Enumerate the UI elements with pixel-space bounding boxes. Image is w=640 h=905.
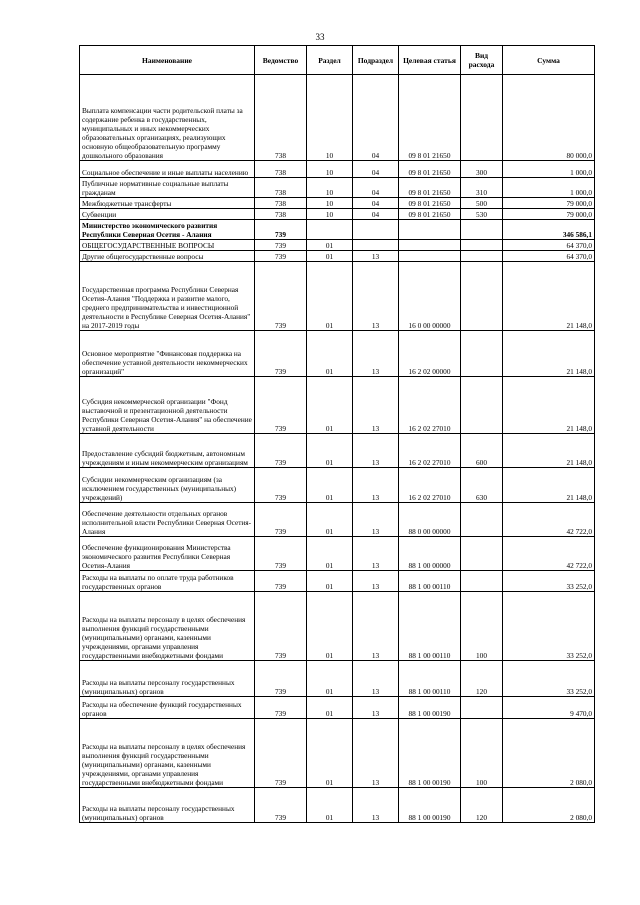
row-summa: 33 252,0 xyxy=(503,592,595,661)
row-celevaya xyxy=(399,251,461,262)
table-row xyxy=(80,719,595,788)
row-podrazdel: 04 xyxy=(353,75,399,161)
row-summa: 346 586,1 xyxy=(503,220,595,240)
row-name: Социальное обеспечение и иные выплаты населению xyxy=(80,161,255,178)
row-summa: 9 470,0 xyxy=(503,697,595,719)
table-row xyxy=(80,571,595,592)
row-vid xyxy=(461,220,503,240)
row-podrazdel: 13 xyxy=(353,262,399,331)
row-razdel: 01 xyxy=(307,537,353,571)
table-row xyxy=(80,209,595,220)
header-vedomstvo: Ведомство xyxy=(255,46,307,75)
row-vid: 120 xyxy=(461,661,503,697)
table-header-row xyxy=(80,46,595,75)
row-name: Субсидия некоммерческой организации "Фонд выставочной и презентационной деятельности Республики Северная Осетия-Алания" на обеспечение уставной деятельности xyxy=(80,377,255,434)
row-celevaya: 16 2 02 00000 xyxy=(399,331,461,377)
table-row xyxy=(80,434,595,468)
row-vid xyxy=(461,331,503,377)
row-vid xyxy=(461,262,503,331)
row-razdel: 01 xyxy=(307,503,353,537)
table-row xyxy=(80,788,595,823)
row-podrazdel: 04 xyxy=(353,178,399,198)
row-vedomstvo: 739 xyxy=(255,788,307,823)
table-row xyxy=(80,503,595,537)
row-name: Другие общегосударственные вопросы xyxy=(80,251,255,262)
row-razdel: 01 xyxy=(307,661,353,697)
row-vid: 300 xyxy=(461,161,503,178)
row-vid xyxy=(461,537,503,571)
row-vedomstvo: 739 xyxy=(255,220,307,240)
row-name: Расходы на выплаты персоналу государственных (муниципальных) органов xyxy=(80,661,255,697)
row-celevaya: 09 8 01 21650 xyxy=(399,198,461,209)
budget-table xyxy=(79,45,595,823)
row-vedomstvo: 739 xyxy=(255,434,307,468)
row-celevaya: 88 1 00 00110 xyxy=(399,571,461,592)
row-podrazdel: 13 xyxy=(353,503,399,537)
row-name: Межбюджетные трансферты xyxy=(80,198,255,209)
row-vedomstvo: 739 xyxy=(255,251,307,262)
table-row xyxy=(80,377,595,434)
row-vid: 120 xyxy=(461,788,503,823)
row-vid xyxy=(461,697,503,719)
row-name: Государственная программа Республики Северная Осетия-Алания "Поддержка и развитие малого, среднего предпринимательства и инвестиционной деятельности в Республике Северная Осетия-Алания" на 2017-2019 годы xyxy=(80,262,255,331)
row-name: Субсидии некоммерческим организациям (за исключением государственных (муниципальных) учреждений) xyxy=(80,468,255,503)
row-vedomstvo: 738 xyxy=(255,198,307,209)
row-celevaya: 09 8 01 21650 xyxy=(399,75,461,161)
row-celevaya xyxy=(399,220,461,240)
row-summa: 33 252,0 xyxy=(503,661,595,697)
row-celevaya: 88 1 00 00110 xyxy=(399,592,461,661)
row-razdel: 10 xyxy=(307,178,353,198)
row-razdel: 01 xyxy=(307,434,353,468)
row-vid: 530 xyxy=(461,209,503,220)
table-row xyxy=(80,537,595,571)
row-podrazdel: 13 xyxy=(353,331,399,377)
row-podrazdel: 13 xyxy=(353,788,399,823)
row-name: Расходы на обеспечение функций государственных органов xyxy=(80,697,255,719)
row-celevaya: 88 1 00 00110 xyxy=(399,661,461,697)
row-summa: 21 148,0 xyxy=(503,434,595,468)
row-name: Расходы на выплаты персоналу государственных (муниципальных) органов xyxy=(80,788,255,823)
row-name: Основное мероприятие "Финансовая поддержка на обеспечение уставной деятельности некоммерческих организаций" xyxy=(80,331,255,377)
row-name: Расходы на выплаты персоналу в целях обеспечения выполнения функций государственными (муниципальными) органами, казенными учреждениями, органами управления государственными внебюджетными фондами xyxy=(80,719,255,788)
row-vid xyxy=(461,503,503,537)
table-row xyxy=(80,592,595,661)
row-podrazdel: 13 xyxy=(353,661,399,697)
row-podrazdel: 13 xyxy=(353,434,399,468)
row-razdel: 01 xyxy=(307,262,353,331)
row-razdel: 01 xyxy=(307,377,353,434)
row-celevaya: 16 2 02 27010 xyxy=(399,468,461,503)
row-vedomstvo: 739 xyxy=(255,537,307,571)
row-name: Расходы на выплаты по оплате труда работников государственных органов xyxy=(80,571,255,592)
row-summa: 21 148,0 xyxy=(503,468,595,503)
row-razdel: 10 xyxy=(307,161,353,178)
row-celevaya: 88 1 00 00190 xyxy=(399,697,461,719)
page-number: 33 xyxy=(315,32,325,42)
row-vedomstvo: 739 xyxy=(255,262,307,331)
row-vedomstvo: 739 xyxy=(255,697,307,719)
row-celevaya: 16 0 00 00000 xyxy=(399,262,461,331)
row-celevaya: 88 1 00 00190 xyxy=(399,719,461,788)
row-summa: 79 000,0 xyxy=(503,198,595,209)
row-podrazdel: 13 xyxy=(353,537,399,571)
row-razdel: 01 xyxy=(307,788,353,823)
row-razdel: 01 xyxy=(307,468,353,503)
row-vedomstvo: 738 xyxy=(255,209,307,220)
row-podrazdel: 13 xyxy=(353,571,399,592)
row-vid xyxy=(461,251,503,262)
row-vedomstvo: 739 xyxy=(255,331,307,377)
row-celevaya: 88 1 00 00190 xyxy=(399,788,461,823)
table-body xyxy=(80,75,595,823)
row-name: Обеспечение функционирования Министерства экономического развития Республики Северная Осетия-Алания xyxy=(80,537,255,571)
row-summa: 1 000,0 xyxy=(503,178,595,198)
row-vedomstvo: 738 xyxy=(255,161,307,178)
row-summa: 42 722,0 xyxy=(503,503,595,537)
row-razdel: 01 xyxy=(307,571,353,592)
row-vid: 500 xyxy=(461,198,503,209)
row-summa: 80 000,0 xyxy=(503,75,595,161)
row-vedomstvo: 739 xyxy=(255,592,307,661)
row-summa: 64 370,0 xyxy=(503,240,595,251)
header-celevaya: Целевая статья xyxy=(399,46,461,75)
row-vid xyxy=(461,377,503,434)
row-name: Выплата компенсации части родительской платы за содержание ребенка в государственных, муниципальных и иных некоммерческих образовательных организациях, реализующих основную общеобразовательную программу дошкольного образования xyxy=(80,75,255,161)
row-razdel: 01 xyxy=(307,719,353,788)
table-row xyxy=(80,661,595,697)
row-summa: 64 370,0 xyxy=(503,251,595,262)
row-name: Министерство экономического развития Республики Северная Осетия - Алания xyxy=(80,220,255,240)
row-razdel: 10 xyxy=(307,198,353,209)
row-podrazdel xyxy=(353,240,399,251)
row-celevaya xyxy=(399,240,461,251)
table-row xyxy=(80,697,595,719)
row-summa: 2 080,0 xyxy=(503,719,595,788)
row-vedomstvo: 739 xyxy=(255,661,307,697)
table-row xyxy=(80,198,595,209)
row-vedomstvo: 739 xyxy=(255,571,307,592)
row-podrazdel: 13 xyxy=(353,592,399,661)
table-row xyxy=(80,468,595,503)
row-celevaya: 16 2 02 27010 xyxy=(399,434,461,468)
row-celevaya: 88 0 00 00000 xyxy=(399,503,461,537)
row-podrazdel: 13 xyxy=(353,377,399,434)
row-name: ОБЩЕГОСУДАРСТВЕННЫЕ ВОПРОСЫ xyxy=(80,240,255,251)
row-vid: 630 xyxy=(461,468,503,503)
row-vedomstvo: 739 xyxy=(255,377,307,434)
table-row xyxy=(80,75,595,161)
row-name: Расходы на выплаты персоналу в целях обеспечения выполнения функций государственными (муниципальными) органами, казенными учреждениями, органами управления государственными внебюджетными фондами xyxy=(80,592,255,661)
row-vid xyxy=(461,571,503,592)
row-razdel: 01 xyxy=(307,240,353,251)
row-vedomstvo: 738 xyxy=(255,75,307,161)
table-row xyxy=(80,240,595,251)
row-summa: 33 252,0 xyxy=(503,571,595,592)
row-celevaya: 09 8 01 21650 xyxy=(399,209,461,220)
row-vid: 600 xyxy=(461,434,503,468)
row-vedomstvo: 739 xyxy=(255,719,307,788)
row-vedomstvo: 739 xyxy=(255,503,307,537)
row-razdel: 10 xyxy=(307,75,353,161)
table-row xyxy=(80,262,595,331)
row-vedomstvo: 738 xyxy=(255,178,307,198)
row-celevaya: 09 8 01 21650 xyxy=(399,161,461,178)
row-summa: 21 148,0 xyxy=(503,262,595,331)
row-razdel: 01 xyxy=(307,592,353,661)
row-vid xyxy=(461,75,503,161)
row-summa: 79 000,0 xyxy=(503,209,595,220)
row-vid: 100 xyxy=(461,719,503,788)
row-razdel: 01 xyxy=(307,251,353,262)
table-row xyxy=(80,331,595,377)
row-celevaya: 88 1 00 00000 xyxy=(399,537,461,571)
row-celevaya: 09 8 01 21650 xyxy=(399,178,461,198)
header-summa: Сумма xyxy=(503,46,595,75)
row-celevaya: 16 2 02 27010 xyxy=(399,377,461,434)
row-podrazdel: 04 xyxy=(353,161,399,178)
row-summa: 42 722,0 xyxy=(503,537,595,571)
row-razdel: 10 xyxy=(307,209,353,220)
row-podrazdel: 13 xyxy=(353,468,399,503)
row-summa: 1 000,0 xyxy=(503,161,595,178)
table-row xyxy=(80,251,595,262)
header-podrazdel: Подраздел xyxy=(353,46,399,75)
row-podrazdel: 13 xyxy=(353,251,399,262)
row-summa: 21 148,0 xyxy=(503,377,595,434)
row-vid: 310 xyxy=(461,178,503,198)
row-vid: 100 xyxy=(461,592,503,661)
row-vedomstvo: 739 xyxy=(255,240,307,251)
row-podrazdel: 13 xyxy=(353,697,399,719)
header-razdel: Раздел xyxy=(307,46,353,75)
row-razdel: 01 xyxy=(307,331,353,377)
row-summa: 21 148,0 xyxy=(503,331,595,377)
table-row xyxy=(80,161,595,178)
row-podrazdel: 04 xyxy=(353,209,399,220)
row-razdel xyxy=(307,220,353,240)
row-vedomstvo: 739 xyxy=(255,468,307,503)
header-name: Наименование xyxy=(80,46,255,75)
table-row xyxy=(80,220,595,240)
row-razdel: 01 xyxy=(307,697,353,719)
row-vid xyxy=(461,240,503,251)
row-summa: 2 080,0 xyxy=(503,788,595,823)
row-podrazdel: 04 xyxy=(353,198,399,209)
table-row xyxy=(80,178,595,198)
row-name: Публичные нормативные социальные выплаты гражданам xyxy=(80,178,255,198)
row-podrazdel xyxy=(353,220,399,240)
header-vid: Вид расхода xyxy=(461,46,503,75)
row-name: Субвенции xyxy=(80,209,255,220)
row-podrazdel: 13 xyxy=(353,719,399,788)
row-name: Предоставление субсидий бюджетным, автономным учреждениям и иным некоммерческим организациям xyxy=(80,434,255,468)
row-name: Обеспечение деятельности отдельных органов исполнительной власти Республики Северная Осетия-Алания xyxy=(80,503,255,537)
